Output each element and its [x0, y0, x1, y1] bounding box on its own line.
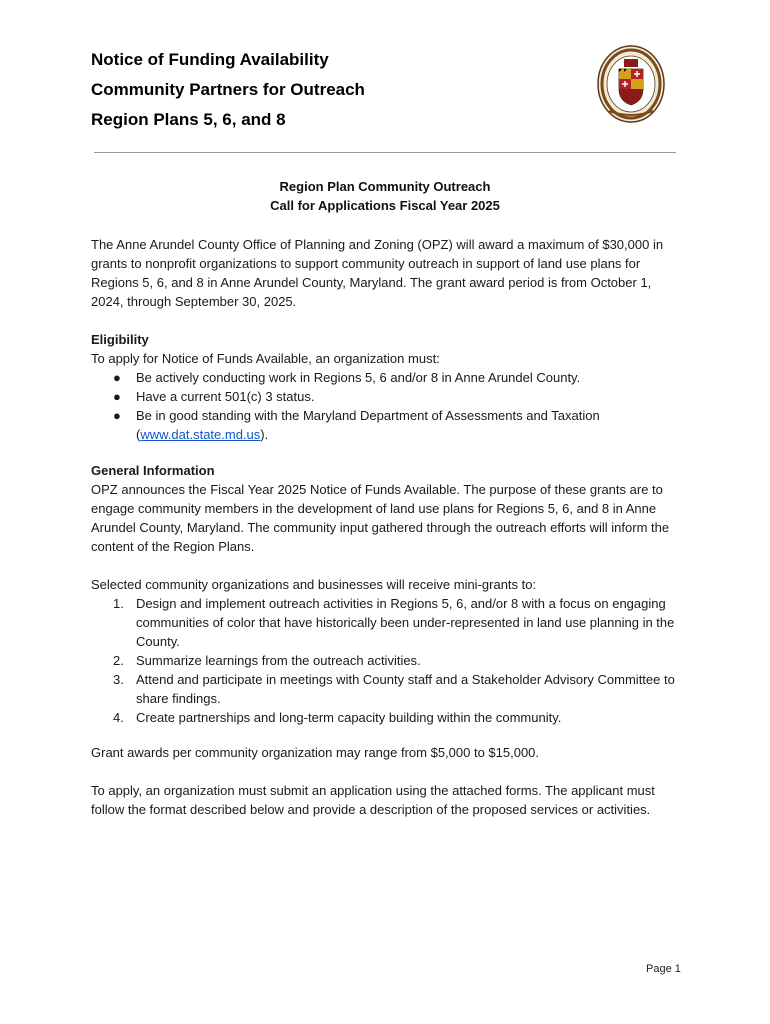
general-info-paragraph: OPZ announces the Fiscal Year 2025 Notice of Funds Available. The purpose of these grants are to engage community members in the development of land use plans for Regions 5, 6, and 8 in Anne Arundel County, Maryland. The community input gathered through the outreach efforts will inform the content of the Region Plans.	[91, 482, 670, 554]
list-item	[91, 594, 683, 651]
list-number: 2.	[113, 653, 124, 668]
eligibility-item-text: Be in good standing with the Maryland Department of Assessments and Taxation	[136, 408, 600, 423]
mini-grant-item-text: Summarize learnings from the outreach activities.	[136, 653, 421, 668]
list-item	[91, 708, 683, 727]
document-title-line-2: Community Partners for Outreach	[91, 80, 365, 99]
mini-grant-item-text: Create partnerships and long-term capacity building within the community.	[136, 710, 562, 725]
county-seal-icon	[597, 45, 665, 123]
section-heading-line-1: Region Plan Community Outreach	[279, 179, 491, 194]
mini-grant-item-text: Design and implement outreach activities in Regions 5, 6, and/or 8 with a focus on engaging communities of color that have historically been under-represented in land use planning in the County.	[136, 596, 675, 649]
list-item	[91, 670, 683, 708]
list-number: 4.	[113, 710, 124, 725]
awards-paragraph: Grant awards per community organization may range from $5,000 to $15,000.	[91, 745, 540, 760]
bullet-marker: ●	[113, 389, 121, 404]
list-number: 3.	[113, 672, 124, 687]
list-item	[91, 368, 683, 387]
page-number: Page 1	[646, 963, 681, 975]
bullet-marker: ●	[113, 370, 121, 385]
eligibility-item-text: Be actively conducting work in Regions 5, 6 and/or 8 in Anne Arundel County.	[136, 370, 581, 385]
link-close-paren: ).	[260, 427, 269, 442]
intro-paragraph: The Anne Arundel County Office of Planning and Zoning (OPZ) will award a maximum of $30,000 in grants to nonprofit organizations to support community outreach in support of land use plans for Regions 5, 6, and 8 in Anne Arundel County, Maryland. The grant award period is from October 1, 2024, through September 30, 2025.	[91, 237, 664, 309]
header-divider	[94, 152, 676, 153]
mini-grants-lead: Selected community organizations and businesses will receive mini-grants to:	[91, 577, 537, 592]
document-title-line-3: Region Plans 5, 6, and 8	[91, 110, 286, 129]
bullet-marker: ●	[113, 408, 121, 423]
list-item	[91, 651, 683, 670]
mini-grants-list	[91, 594, 683, 727]
general-info-heading: General Information	[91, 463, 215, 478]
list-item	[91, 387, 683, 406]
eligibility-list	[91, 368, 683, 444]
dat-website-link[interactable]: www.dat.state.md.us	[140, 427, 261, 442]
section-heading-line-2: Call for Applications Fiscal Year 2025	[270, 198, 500, 213]
list-item	[91, 406, 683, 444]
apply-paragraph: To apply, an organization must submit an application using the attached forms. The applicant must follow the format described below and provide a description of the proposed services or activities.	[91, 783, 655, 817]
eligibility-heading: Eligibility	[91, 332, 149, 347]
eligibility-item-text: Have a current 501(c) 3 status.	[136, 389, 315, 404]
mini-grant-item-text: Attend and participate in meetings with County staff and a Stakeholder Advisory Committee to share findings.	[136, 672, 675, 706]
link-open-paren: (	[136, 427, 141, 442]
document-title-line-1: Notice of Funding Availability	[91, 50, 329, 69]
list-number: 1.	[113, 596, 124, 611]
eligibility-lead: To apply for Notice of Funds Available, an organization must:	[91, 351, 440, 366]
